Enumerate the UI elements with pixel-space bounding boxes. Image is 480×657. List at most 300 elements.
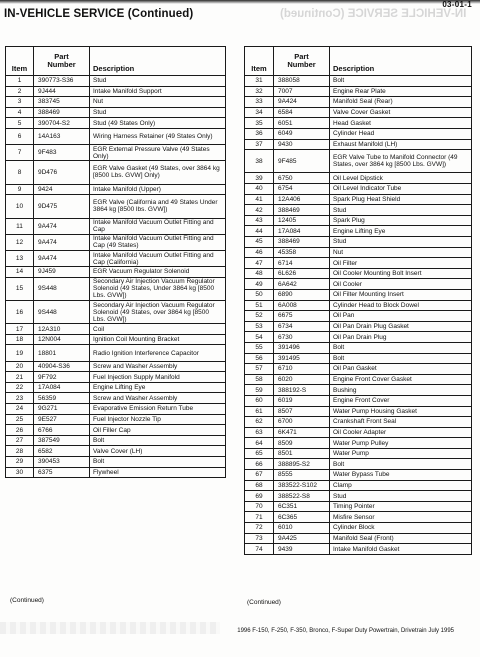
table-row xyxy=(245,480,472,491)
description-cell: Screw and Washer Assembly xyxy=(90,361,226,372)
description-cell: Fuel Injection Supply Manifold xyxy=(90,372,226,383)
part-number-cell: 6584 xyxy=(274,107,330,118)
header-description: Description xyxy=(90,47,226,76)
bleed-through-text xyxy=(0,622,220,634)
table-row xyxy=(6,250,226,266)
table-row xyxy=(245,385,472,396)
item-cell: 41 xyxy=(245,194,274,205)
part-number-cell: 6766 xyxy=(34,425,90,436)
part-number-cell: 6582 xyxy=(34,446,90,457)
part-number-cell: 9A425 xyxy=(274,533,330,544)
part-number-cell: 9S448 xyxy=(34,277,90,300)
item-cell: 36 xyxy=(245,128,274,139)
part-number-cell: 6C351 xyxy=(274,501,330,512)
description-cell: Oil Pan Drain Plug Gasket xyxy=(330,321,472,332)
table-row xyxy=(245,311,472,322)
table-row xyxy=(6,145,226,161)
table-row xyxy=(245,438,472,449)
table-row xyxy=(245,332,472,343)
table-row xyxy=(245,427,472,438)
part-number-cell: 8555 xyxy=(274,470,330,481)
header-item: Item xyxy=(245,47,274,76)
table-row xyxy=(245,76,472,87)
description-cell: Oil Level Dipstick xyxy=(330,173,472,184)
item-cell: 51 xyxy=(245,300,274,311)
item-cell: 2 xyxy=(6,86,34,97)
header-part-line2: Number xyxy=(287,60,316,69)
description-cell: Oil Level Indicator Tube xyxy=(330,184,472,195)
description-cell: Bolt xyxy=(330,342,472,353)
table-row xyxy=(6,267,226,278)
description-cell: Intake Manifold Gasket xyxy=(330,544,472,555)
table-row xyxy=(245,268,472,279)
part-number-cell: 388192-S xyxy=(274,385,330,396)
item-cell: 24 xyxy=(6,404,34,415)
description-cell: Fuel Injector Nozzle Tip xyxy=(90,414,226,425)
table-row xyxy=(6,334,226,345)
part-number-cell: 9424 xyxy=(34,184,90,195)
item-cell: 72 xyxy=(245,523,274,534)
description-cell: Oil Cooler xyxy=(330,279,472,290)
table-row xyxy=(6,218,226,234)
description-cell: Bushing xyxy=(330,385,472,396)
part-number-cell: 12A406 xyxy=(274,194,330,205)
parts-table-right-body xyxy=(245,76,472,555)
page-footer: 1996 F-150, F-250, F-350, Bronco, F-Super Duty Powertrain, Drivetrain July 1995 xyxy=(237,628,454,634)
item-cell: 52 xyxy=(245,311,274,322)
description-cell: Water Pump xyxy=(330,448,472,459)
part-number-cell: 9D476 xyxy=(34,161,90,184)
table-row xyxy=(6,361,226,372)
description-cell: Intake Manifold Support xyxy=(90,86,226,97)
part-number-cell: 388058 xyxy=(274,76,330,87)
item-cell: 54 xyxy=(245,332,274,343)
description-cell: Manifold Seal (Front) xyxy=(330,533,472,544)
item-cell: 63 xyxy=(245,427,274,438)
description-cell: Screw and Washer Assembly xyxy=(90,393,226,404)
parts-table-left-body xyxy=(6,76,226,478)
description-cell: Bolt xyxy=(330,459,472,470)
table-row xyxy=(245,406,472,417)
bleed-through-title: IN-VEHICLE SERVICE (Continued) xyxy=(279,8,466,20)
part-number-cell: 6K471 xyxy=(274,427,330,438)
item-cell: 62 xyxy=(245,417,274,428)
table-row xyxy=(6,324,226,335)
item-cell: 21 xyxy=(6,372,34,383)
description-cell: Water Bypass Tube xyxy=(330,470,472,481)
item-cell: 38 xyxy=(245,150,274,173)
item-cell: 12 xyxy=(6,234,34,250)
item-cell: 32 xyxy=(245,86,274,97)
table-row xyxy=(6,97,226,108)
description-cell: EGR Vacuum Regulator Solenoid xyxy=(90,267,226,278)
part-number-cell: 6019 xyxy=(274,395,330,406)
table-row xyxy=(245,86,472,97)
description-cell: Stud xyxy=(330,237,472,248)
table-row xyxy=(6,107,226,118)
part-number-cell: 18801 xyxy=(34,345,90,361)
part-number-cell: 14A163 xyxy=(34,128,90,144)
parts-table-left xyxy=(5,46,226,478)
table-row xyxy=(245,533,472,544)
part-number-cell: 388469 xyxy=(34,107,90,118)
part-number-cell: 12N004 xyxy=(34,334,90,345)
part-number-cell: 6714 xyxy=(274,258,330,269)
item-cell: 68 xyxy=(245,480,274,491)
item-cell: 28 xyxy=(6,446,34,457)
description-cell: Oil Filter Mounting Insert xyxy=(330,289,472,300)
description-cell: Spark Plug xyxy=(330,215,472,226)
item-cell: 48 xyxy=(245,268,274,279)
description-cell: Oil Cooler Adapter xyxy=(330,427,472,438)
item-cell: 19 xyxy=(6,345,34,361)
table-row xyxy=(6,382,226,393)
description-cell: Cylinder Head xyxy=(330,128,472,139)
item-cell: 14 xyxy=(6,267,34,278)
item-cell: 9 xyxy=(6,184,34,195)
item-cell: 39 xyxy=(245,173,274,184)
part-number-cell: 9J459 xyxy=(34,267,90,278)
item-cell: 37 xyxy=(245,139,274,150)
part-number-cell: 12405 xyxy=(274,215,330,226)
description-cell: Engine Front Cover xyxy=(330,395,472,406)
table-row xyxy=(6,277,226,300)
item-cell: 43 xyxy=(245,215,274,226)
part-number-cell: 8501 xyxy=(274,448,330,459)
description-cell: Ignition Coil Mounting Bracket xyxy=(90,334,226,345)
table-row xyxy=(245,258,472,269)
part-number-cell: 9G271 xyxy=(34,404,90,415)
item-cell: 16 xyxy=(6,300,34,323)
table-row xyxy=(245,448,472,459)
item-cell: 58 xyxy=(245,374,274,385)
part-number-cell: 9D475 xyxy=(34,195,90,218)
table-row xyxy=(245,353,472,364)
parts-table-right xyxy=(244,46,472,555)
table-row xyxy=(245,247,472,258)
table-row xyxy=(6,300,226,323)
description-cell: Nut xyxy=(90,97,226,108)
part-number-cell: 9A474 xyxy=(34,218,90,234)
description-cell: Clamp xyxy=(330,480,472,491)
description-cell: Oil Cooler Mounting Bolt Insert xyxy=(330,268,472,279)
header-item: Item xyxy=(6,47,34,76)
table-row xyxy=(245,544,472,555)
table-row xyxy=(6,234,226,250)
description-cell: Exhaust Manifold (LH) xyxy=(330,139,472,150)
table-row xyxy=(245,501,472,512)
header-part-line2: Number xyxy=(47,60,76,69)
item-cell: 42 xyxy=(245,205,274,216)
item-cell: 45 xyxy=(245,237,274,248)
item-cell: 34 xyxy=(245,107,274,118)
part-number-cell: 6375 xyxy=(34,467,90,478)
table-row xyxy=(6,86,226,97)
description-cell: Water Pump Pulley xyxy=(330,438,472,449)
description-cell: Oil Pan Gasket xyxy=(330,364,472,375)
part-number-cell: 9439 xyxy=(274,544,330,555)
table-row xyxy=(6,435,226,446)
table-row xyxy=(245,512,472,523)
description-cell: EGR Valve Gasket (49 States, over 3864 kg [8500 Lbs. GVW] Only) xyxy=(90,161,226,184)
item-cell: 15 xyxy=(6,277,34,300)
table-row xyxy=(6,76,226,87)
part-number-cell: 387549 xyxy=(34,435,90,446)
description-cell: Cylinder Block xyxy=(330,523,472,534)
table-row xyxy=(245,300,472,311)
table-row xyxy=(245,128,472,139)
header-part-number xyxy=(274,47,330,76)
item-cell: 31 xyxy=(245,76,274,87)
part-number-cell: 388469 xyxy=(274,205,330,216)
part-number-cell: 8507 xyxy=(274,406,330,417)
table-row xyxy=(245,215,472,226)
item-cell: 18 xyxy=(6,334,34,345)
part-number-cell: 17A084 xyxy=(34,382,90,393)
table-row xyxy=(245,374,472,385)
item-cell: 1 xyxy=(6,76,34,87)
part-number-cell: 9A474 xyxy=(34,250,90,266)
part-number-cell: 6010 xyxy=(274,523,330,534)
description-cell: Valve Cover (LH) xyxy=(90,446,226,457)
table-row xyxy=(245,237,472,248)
table-row xyxy=(245,289,472,300)
description-cell: Nut xyxy=(330,247,472,258)
description-cell: Intake Manifold Vacuum Outlet Fitting and Cap (California) xyxy=(90,250,226,266)
item-cell: 73 xyxy=(245,533,274,544)
page-number: 03-01-1 xyxy=(442,0,472,9)
item-cell: 44 xyxy=(245,226,274,237)
table-row xyxy=(245,491,472,502)
item-cell: 35 xyxy=(245,118,274,129)
part-number-cell: 7007 xyxy=(274,86,330,97)
table-row xyxy=(6,184,226,195)
item-cell: 50 xyxy=(245,289,274,300)
description-cell: Oil Pan Drain Plug xyxy=(330,332,472,343)
description-cell: Stud xyxy=(330,491,472,502)
header-description: Description xyxy=(330,47,472,76)
description-cell: Intake Manifold Vacuum Outlet Fitting and Cap xyxy=(90,218,226,234)
item-cell: 61 xyxy=(245,406,274,417)
description-cell: Stud (49 States Only) xyxy=(90,118,226,129)
description-cell: Head Gasket xyxy=(330,118,472,129)
description-cell: Wiring Harness Retainer (49 States Only) xyxy=(90,128,226,144)
description-cell: Stud xyxy=(90,107,226,118)
part-number-cell: 12A310 xyxy=(34,324,90,335)
part-number-cell: 388895-S2 xyxy=(274,459,330,470)
item-cell: 4 xyxy=(6,107,34,118)
description-cell: Timing Pointer xyxy=(330,501,472,512)
description-cell: Secondary Air Injection Vacuum Regulator Solenoid (49 States, Under 3864 kg [8500 Lbs. GVW]) xyxy=(90,277,226,300)
description-cell: Valve Cover Gasket xyxy=(330,107,472,118)
description-cell: EGR External Pressure Valve (49 States Only) xyxy=(90,145,226,161)
part-number-cell: 56359 xyxy=(34,393,90,404)
item-cell: 57 xyxy=(245,364,274,375)
part-number-cell: 9S448 xyxy=(34,300,90,323)
item-cell: 46 xyxy=(245,247,274,258)
table-header-row xyxy=(6,47,226,76)
item-cell: 10 xyxy=(6,195,34,218)
description-cell: Bolt xyxy=(330,353,472,364)
description-cell: Bolt xyxy=(330,76,472,87)
description-cell: Spark Plug Heat Shield xyxy=(330,194,472,205)
description-cell: Stud xyxy=(90,76,226,87)
item-cell: 49 xyxy=(245,279,274,290)
item-cell: 69 xyxy=(245,491,274,502)
item-cell: 74 xyxy=(245,544,274,555)
part-number-cell: 391496 xyxy=(274,342,330,353)
description-cell: EGR Valve Tube to Manifold Connector (49 States, over 3864 kg [8500 Lbs. GVW]) xyxy=(330,150,472,173)
table-row xyxy=(245,523,472,534)
table-row xyxy=(245,342,472,353)
table-row xyxy=(6,404,226,415)
item-cell: 8 xyxy=(6,161,34,184)
description-cell: Evaporative Emission Return Tube xyxy=(90,404,226,415)
item-cell: 26 xyxy=(6,425,34,436)
table-row xyxy=(6,425,226,436)
description-cell: EGR Valve (California and 49 States Under 3864 kg [8500 lbs. GVW]) xyxy=(90,195,226,218)
table-row xyxy=(245,107,472,118)
table-row xyxy=(245,279,472,290)
part-number-cell: 9430 xyxy=(274,139,330,150)
item-cell: 25 xyxy=(6,414,34,425)
description-cell: Intake Manifold Vacuum Outlet Fitting and Cap (49 States) xyxy=(90,234,226,250)
table-row xyxy=(245,139,472,150)
description-cell: Radio Ignition Interference Capacitor xyxy=(90,345,226,361)
item-cell: 56 xyxy=(245,353,274,364)
description-cell: Bolt xyxy=(90,457,226,468)
table-row xyxy=(245,205,472,216)
part-number-cell: 9F792 xyxy=(34,372,90,383)
description-cell: Oil Pan xyxy=(330,311,472,322)
table-row xyxy=(6,345,226,361)
table-row xyxy=(6,161,226,184)
item-cell: 40 xyxy=(245,184,274,195)
table-row xyxy=(6,414,226,425)
part-number-cell: 45358 xyxy=(274,247,330,258)
table-row xyxy=(245,194,472,205)
description-cell: Oil Filter xyxy=(330,258,472,269)
part-number-cell: 9J444 xyxy=(34,86,90,97)
table-row xyxy=(6,457,226,468)
description-cell: Secondary Air Injection Vacuum Regulator Solenoid (49 States, over 3864 kg [8500 Lbs. GVW]) xyxy=(90,300,226,323)
item-cell: 22 xyxy=(6,382,34,393)
part-number-cell: 6020 xyxy=(274,374,330,385)
description-cell: Crankshaft Front Seal xyxy=(330,417,472,428)
item-cell: 23 xyxy=(6,393,34,404)
item-cell: 5 xyxy=(6,118,34,129)
table-row xyxy=(6,128,226,144)
table-row xyxy=(245,417,472,428)
item-cell: 17 xyxy=(6,324,34,335)
table-row xyxy=(245,118,472,129)
part-number-cell: 9A424 xyxy=(274,97,330,108)
description-cell: Cylinder Head to Block Dowel xyxy=(330,300,472,311)
part-number-cell: 40904-S36 xyxy=(34,361,90,372)
table-row xyxy=(245,173,472,184)
header-part-line1: Part xyxy=(54,51,69,61)
continued-note-left: (Continued) xyxy=(10,597,44,604)
description-cell: Engine Rear Plate xyxy=(330,86,472,97)
part-number-cell: 6710 xyxy=(274,364,330,375)
table-row xyxy=(245,470,472,481)
item-cell: 3 xyxy=(6,97,34,108)
part-number-cell: 9F483 xyxy=(34,145,90,161)
table-row xyxy=(245,395,472,406)
part-number-cell: 6675 xyxy=(274,311,330,322)
table-row xyxy=(245,321,472,332)
table-row xyxy=(6,393,226,404)
item-cell: 65 xyxy=(245,448,274,459)
part-number-cell: 6A642 xyxy=(274,279,330,290)
item-cell: 66 xyxy=(245,459,274,470)
description-cell: Engine Lifting Eye xyxy=(330,226,472,237)
description-cell: Bolt xyxy=(90,435,226,446)
part-number-cell: 6754 xyxy=(274,184,330,195)
item-cell: 29 xyxy=(6,457,34,468)
part-number-cell: 6C365 xyxy=(274,512,330,523)
item-cell: 11 xyxy=(6,218,34,234)
part-number-cell: 6750 xyxy=(274,173,330,184)
part-number-cell: 17A084 xyxy=(274,226,330,237)
description-cell: Flywheel xyxy=(90,467,226,478)
item-cell: 53 xyxy=(245,321,274,332)
table-row xyxy=(245,226,472,237)
description-cell: Misfire Sensor xyxy=(330,512,472,523)
part-number-cell: 6734 xyxy=(274,321,330,332)
table-row xyxy=(245,97,472,108)
table-row xyxy=(245,459,472,470)
item-cell: 13 xyxy=(6,250,34,266)
part-number-cell: 9E527 xyxy=(34,414,90,425)
item-cell: 67 xyxy=(245,470,274,481)
description-cell: Coil xyxy=(90,324,226,335)
table-row xyxy=(245,364,472,375)
part-number-cell: 6890 xyxy=(274,289,330,300)
description-cell: Stud xyxy=(330,205,472,216)
part-number-cell: 6A008 xyxy=(274,300,330,311)
table-row xyxy=(6,372,226,383)
top-edge-shadow xyxy=(0,0,480,4)
section-title: IN-VEHICLE SERVICE (Continued) xyxy=(4,8,194,20)
description-cell: Water Pump Housing Gasket xyxy=(330,406,472,417)
item-cell: 7 xyxy=(6,145,34,161)
item-cell: 70 xyxy=(245,501,274,512)
table-row xyxy=(245,184,472,195)
part-number-cell: 390704-S2 xyxy=(34,118,90,129)
item-cell: 71 xyxy=(245,512,274,523)
item-cell: 64 xyxy=(245,438,274,449)
description-cell: Oil Filler Cap xyxy=(90,425,226,436)
header-part-line1: Part xyxy=(294,51,309,61)
part-number-cell: 8509 xyxy=(274,438,330,449)
part-number-cell: 390773-S36 xyxy=(34,76,90,87)
item-cell: 20 xyxy=(6,361,34,372)
table-row xyxy=(6,118,226,129)
part-number-cell: 6049 xyxy=(274,128,330,139)
header-part-number xyxy=(34,47,90,76)
description-cell: Intake Manifold (Upper) xyxy=(90,184,226,195)
item-cell: 6 xyxy=(6,128,34,144)
part-number-cell: 9F485 xyxy=(274,150,330,173)
part-number-cell: 391495 xyxy=(274,353,330,364)
item-cell: 55 xyxy=(245,342,274,353)
description-cell: Manifold Seal (Rear) xyxy=(330,97,472,108)
table-header-row xyxy=(245,47,472,76)
table-row xyxy=(6,195,226,218)
part-number-cell: 390453 xyxy=(34,457,90,468)
item-cell: 47 xyxy=(245,258,274,269)
